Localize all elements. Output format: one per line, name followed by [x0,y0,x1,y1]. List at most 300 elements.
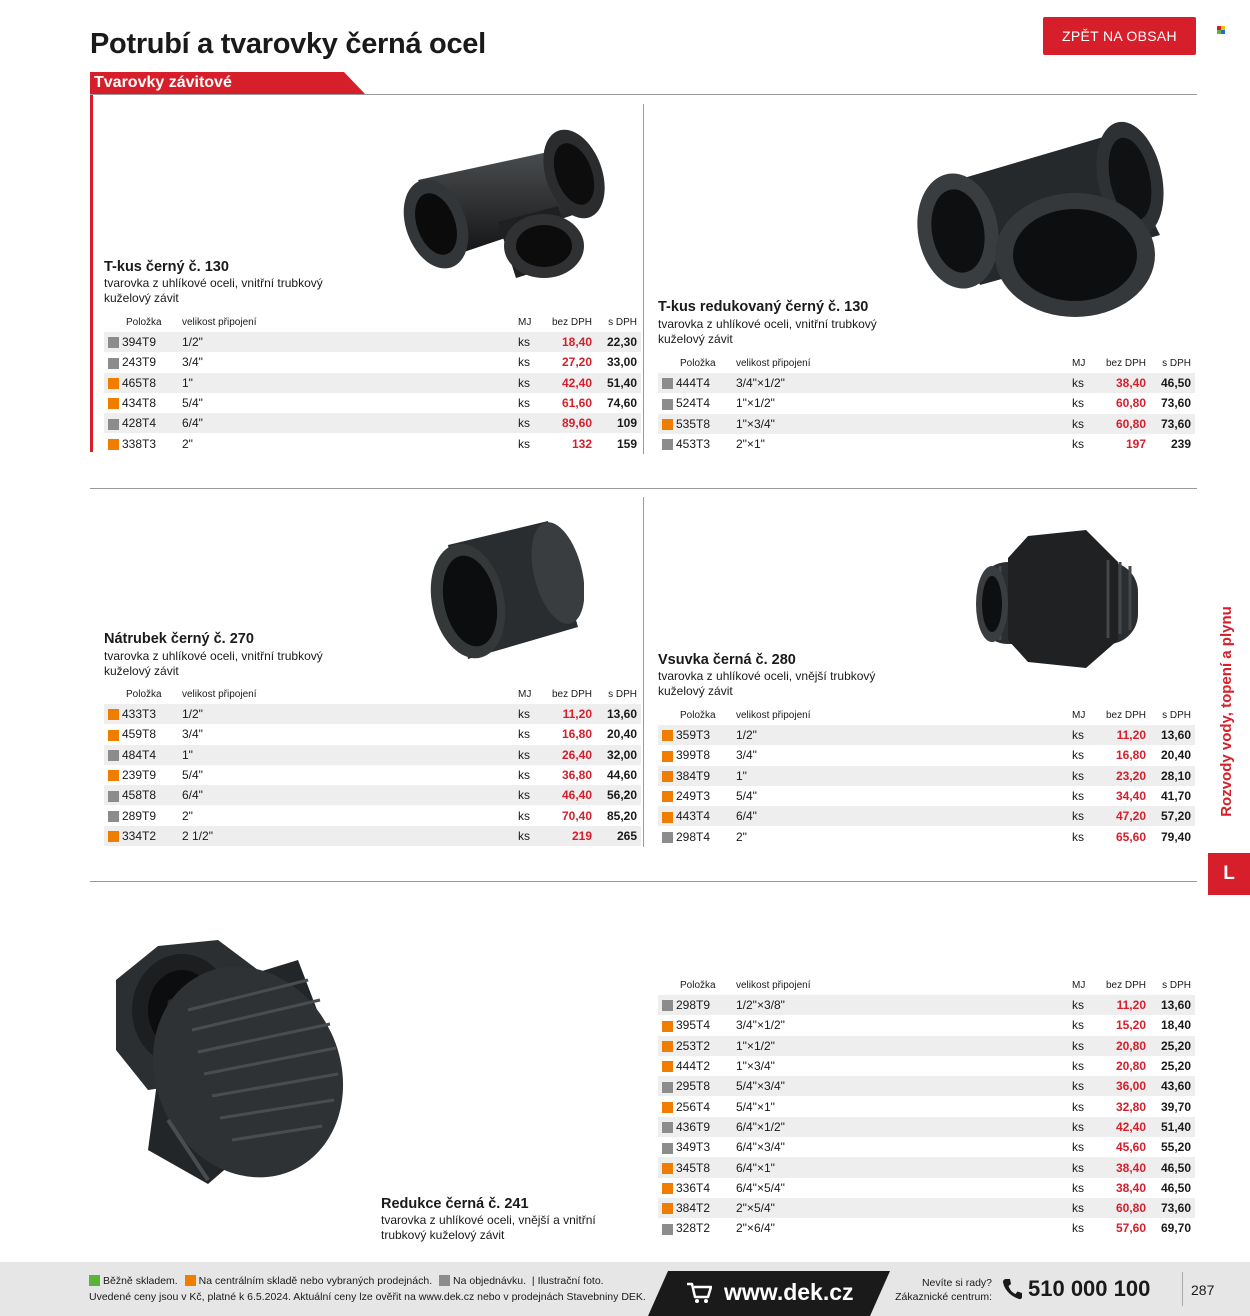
stock-status-icon [108,378,119,389]
price-gross: 20,40 [592,724,641,744]
col-mj-header: MJ [1072,705,1094,725]
price-net: 27,20 [540,352,592,372]
item-code: 239T9 [122,765,182,785]
connection-size: 6/4" [182,785,518,805]
item-code: 359T3 [676,725,736,745]
connection-size: 2" [182,805,518,825]
price-net: 60,80 [1094,1198,1146,1218]
unit: ks [1072,806,1094,826]
price-gross: 44,60 [592,765,641,785]
connection-size: 3/4" [736,745,1072,765]
price-gross: 13,60 [592,704,641,724]
price-net: 18,40 [540,332,592,352]
section-title: Tvarovky závitové [94,74,232,91]
stock-status-icon [108,439,119,450]
price-gross: 46,50 [1146,1178,1195,1198]
item-code: 334T2 [122,826,182,846]
price-gross: 33,00 [592,352,641,372]
item-code: 328T2 [676,1218,736,1238]
table-row [658,1117,1195,1137]
central-stock-icon [185,1275,196,1286]
connection-size: 1/2"×3/8" [736,995,1072,1015]
table-row [658,745,1195,765]
table-row [658,1198,1195,1218]
price-gross: 13,60 [1146,725,1195,745]
connection-size: 3/4" [182,352,518,372]
unit: ks [1072,725,1094,745]
nipple-image [968,522,1148,670]
col-price-net-header: bez DPH [540,684,592,704]
connection-size: 1"×1/2" [736,393,1072,413]
table-row [658,1178,1195,1198]
coupling-image [428,515,584,665]
connection-size: 1/2" [736,725,1072,745]
price-net: 38,40 [1094,1178,1146,1198]
price-gross: 69,70 [1146,1218,1195,1238]
col-price-net-header: bez DPH [1094,705,1146,725]
price-gross: 41,70 [1146,786,1195,806]
price-net: 11,20 [1094,995,1146,1015]
product-description: tvarovka z uhlíkové oceli, vnitřní trubkový kuželový závit [104,649,323,678]
item-code: 249T3 [676,786,736,806]
unit: ks [1072,745,1094,765]
price-net: 11,20 [1094,725,1146,745]
item-code: 349T3 [676,1137,736,1157]
unit: ks [518,352,540,372]
price-gross: 239 [1146,434,1195,454]
divider [90,881,1197,882]
advice-line: Nevíte si rady? [921,1277,992,1289]
col-item-header: Položka [676,975,736,995]
price-gross: 28,10 [1146,766,1195,786]
price-net: 65,60 [1094,826,1146,846]
legend-on-order: Na objednávku. [453,1275,526,1287]
unit: ks [1072,995,1094,1015]
stock-status-icon [662,1041,673,1052]
col-mj-header: MJ [518,312,540,332]
price-net: 34,40 [1094,786,1146,806]
table-row [104,373,641,393]
unit: ks [518,413,540,433]
connection-size: 1"×3/4" [736,1056,1072,1076]
col-price-gross-header: s DPH [592,312,641,332]
connection-size: 2"×5/4" [736,1198,1072,1218]
price-gross: 43,60 [1146,1076,1195,1096]
price-gross: 32,00 [592,745,641,765]
item-code: 384T2 [676,1198,736,1218]
table-row [104,352,641,372]
price-gross: 46,50 [1146,373,1195,393]
stock-status-icon [662,812,673,823]
back-to-contents-button[interactable]: ZPĚT NA OBSAH [1043,17,1196,55]
connection-size: 3/4"×1/2" [736,373,1072,393]
stock-status-icon [662,1021,673,1032]
item-code: 434T8 [122,393,182,413]
col-price-net-header: bez DPH [540,312,592,332]
stock-status-icon [108,770,119,781]
chapter-letter-tab[interactable]: L [1208,853,1250,895]
connection-size: 2" [736,826,1072,846]
item-code: 253T2 [676,1036,736,1056]
table-row [104,413,641,433]
product-description: tvarovka z uhlíkové oceli, vnitřní trubkový kuželový závit [104,276,323,305]
col-size-header: velikost připojení [182,684,518,704]
unit: ks [1072,786,1094,806]
page-number: 287 [1191,1282,1215,1298]
stock-status-icon [662,1163,673,1174]
col-size-header: velikost připojení [736,705,1072,725]
price-net: 132 [540,433,592,453]
item-code: 338T3 [122,433,182,453]
price-net: 26,40 [540,745,592,765]
stock-status-icon [108,811,119,822]
connection-size: 5/4"×3/4" [736,1076,1072,1096]
price-net: 60,80 [1094,414,1146,434]
table-header-row [658,705,1195,725]
connection-size: 1"×3/4" [736,414,1072,434]
stock-status-icon [108,791,119,802]
unit: ks [518,805,540,825]
stock-status-icon [662,399,673,410]
unit: ks [1072,1178,1094,1198]
price-net: 36,00 [1094,1076,1146,1096]
price-net: 61,60 [540,393,592,413]
unit: ks [518,393,540,413]
stock-status-icon [662,1102,673,1113]
table-row [104,785,641,805]
price-gross: 265 [592,826,641,846]
price-net: 36,80 [540,765,592,785]
connection-size: 1"×1/2" [736,1036,1072,1056]
unit: ks [518,745,540,765]
item-code: 458T8 [122,785,182,805]
table-row [658,1056,1195,1076]
connection-size: 1/2" [182,704,518,724]
product-name: T-kus černý č. 130 [104,259,229,275]
table-row [658,1137,1195,1157]
unit: ks [518,332,540,352]
connection-size: 1/2" [182,332,518,352]
connection-size: 6/4"×3/4" [736,1137,1072,1157]
item-code: 444T2 [676,1056,736,1076]
advice-line: Zákaznické centrum: [895,1291,992,1303]
price-net: 89,60 [540,413,592,433]
stock-status-icon [662,1203,673,1214]
connection-size: 1" [736,766,1072,786]
price-gross: 25,20 [1146,1036,1195,1056]
price-net: 219 [540,826,592,846]
item-code: 443T4 [676,806,736,826]
stock-status-icon [108,831,119,842]
product-description: tvarovka z uhlíkové oceli, vnější a vnitřní trubkový kuželový závit [381,1213,596,1242]
price-gross: 73,60 [1146,414,1195,434]
stock-status-icon [662,1143,673,1154]
reducing-tee-image [910,115,1195,325]
table-header-row [658,975,1195,995]
table-header-row [658,353,1195,373]
stock-status-icon [662,730,673,741]
unit: ks [1072,1157,1094,1177]
price-table [658,975,1195,1239]
item-code: 298T4 [676,826,736,846]
unit: ks [1072,434,1094,454]
table-header-row [104,684,641,704]
stock-status-icon [108,709,119,720]
product-description: tvarovka z uhlíkové oceli, vnitřní trubkový kuželový závit [658,317,877,346]
unit: ks [518,765,540,785]
price-notice: Uvedené ceny jsou v Kč, platné k 6.5.2024. Aktuální ceny lze ověřit na www.dek.cz nebo v prodejnách Stavebniny DEK. [89,1291,646,1303]
price-net: 16,80 [1094,745,1146,765]
price-gross: 109 [592,413,641,433]
connection-size: 6/4" [736,806,1072,826]
unit: ks [518,724,540,744]
table-row [104,745,641,765]
col-price-gross-header: s DPH [592,684,641,704]
table-row [658,1036,1195,1056]
price-gross: 46,50 [1146,1157,1195,1177]
col-item-header: Položka [676,353,736,373]
price-net: 38,40 [1094,1157,1146,1177]
price-gross: 73,60 [1146,393,1195,413]
table-row [104,724,641,744]
unit: ks [1072,1036,1094,1056]
phone-number-text: 510 000 100 [1028,1276,1151,1301]
item-code: 256T4 [676,1096,736,1116]
unit: ks [1072,826,1094,846]
item-code: 243T9 [122,352,182,372]
in-stock-icon [89,1275,100,1286]
stock-status-icon [108,750,119,761]
table-row [658,826,1195,846]
price-gross: 56,20 [592,785,641,805]
item-code: 399T8 [676,745,736,765]
col-size-header: velikost připojení [736,975,1072,995]
table-row [658,1076,1195,1096]
stock-status-icon [662,1082,673,1093]
col-item-header: Položka [122,312,182,332]
unit: ks [1072,1015,1094,1035]
unit: ks [518,704,540,724]
col-item-header: Položka [122,684,182,704]
stock-status-icon [108,419,119,430]
unit: ks [1072,414,1094,434]
item-code: 535T8 [676,414,736,434]
price-gross: 18,40 [1146,1015,1195,1035]
unit: ks [518,826,540,846]
price-net: 70,40 [540,805,592,825]
unit: ks [1072,766,1094,786]
col-mj-header: MJ [1072,353,1094,373]
price-net: 32,80 [1094,1096,1146,1116]
price-gross: 74,60 [592,393,641,413]
price-gross: 22,30 [592,332,641,352]
col-price-net-header: bez DPH [1094,353,1146,373]
legend-central-stock: Na centrálním skladě nebo vybraných prodejnách. [198,1275,433,1287]
divider [90,488,1197,489]
stock-status-icon [108,398,119,409]
price-net: 47,20 [1094,806,1146,826]
divider [1182,1272,1183,1306]
table-row [658,1157,1195,1177]
website-link[interactable]: www.dek.cz [724,1279,854,1305]
col-price-gross-header: s DPH [1146,353,1195,373]
connection-size: 5/4"×1" [736,1096,1072,1116]
item-code: 345T8 [676,1157,736,1177]
customer-center-label [880,1276,992,1304]
table-row [658,1096,1195,1116]
table-header-row [104,312,641,332]
product-name: Vsuvka černá č. 280 [658,652,796,668]
price-table [658,705,1195,847]
unit: ks [1072,1198,1094,1218]
connection-size: 5/4" [736,786,1072,806]
column-divider [643,104,644,454]
table-row [658,786,1195,806]
unit: ks [1072,1137,1094,1157]
table-row [658,373,1195,393]
brand-dots-icon [1217,26,1226,34]
table-row [104,332,641,352]
connection-size: 6/4"×1/2" [736,1117,1072,1137]
stock-status-icon [662,771,673,782]
stock-status-icon [662,1183,673,1194]
unit: ks [518,433,540,453]
col-price-net-header: bez DPH [1094,975,1146,995]
table-row [104,393,641,413]
price-gross: 39,70 [1146,1096,1195,1116]
connection-size: 2" [182,433,518,453]
table-row [658,995,1195,1015]
price-net: 42,40 [540,373,592,393]
connection-size: 1" [182,373,518,393]
price-net: 20,80 [1094,1056,1146,1076]
stock-status-icon [662,1224,673,1235]
connection-size: 6/4"×1" [736,1157,1072,1177]
table-row [658,1015,1195,1035]
item-code: 394T9 [122,332,182,352]
stock-status-icon [108,358,119,369]
table-row [104,805,641,825]
item-code: 289T9 [122,805,182,825]
legend-in-stock: Běžně skladem. [103,1275,178,1287]
price-gross: 85,20 [592,805,641,825]
item-code: 336T4 [676,1178,736,1198]
price-table [658,353,1195,454]
item-code: 295T8 [676,1076,736,1096]
product-name: Nátrubek černý č. 270 [104,631,254,647]
section-accent-bar [90,95,93,452]
reducer-bushing-image [108,940,348,1185]
price-gross: 13,60 [1146,995,1195,1015]
table-row [658,806,1195,826]
phone-number[interactable] [1002,1276,1150,1302]
item-code: 436T9 [676,1117,736,1137]
tee-fitting-image [398,122,608,290]
legend-separator: | [531,1275,535,1287]
connection-size: 3/4"×1/2" [736,1015,1072,1035]
price-net: 197 [1094,434,1146,454]
divider [90,94,1197,95]
col-mj-header: MJ [1072,975,1094,995]
unit: ks [518,785,540,805]
table-row [104,704,641,724]
price-net: 42,40 [1094,1117,1146,1137]
item-code: 465T8 [122,373,182,393]
price-gross: 51,40 [1146,1117,1195,1137]
category-side-label: Rozvody vody, topení a plynu [1217,605,1235,817]
product-name: T-kus redukovaný černý č. 130 [658,299,869,315]
price-gross: 20,40 [1146,745,1195,765]
col-price-gross-header: s DPH [1146,705,1195,725]
stock-status-icon [662,791,673,802]
connection-size: 2"×6/4" [736,1218,1072,1238]
price-gross: 159 [592,433,641,453]
product-name: Redukce černá č. 241 [381,1196,529,1212]
unit: ks [1072,1056,1094,1076]
item-code: 433T3 [122,704,182,724]
connection-size: 3/4" [182,724,518,744]
unit: ks [1072,1076,1094,1096]
connection-size: 2"×1" [736,434,1072,454]
connection-size: 2 1/2" [182,826,518,846]
col-item-header: Položka [676,705,736,725]
cart-icon [686,1282,712,1304]
price-gross: 73,60 [1146,1198,1195,1218]
page-title: Potrubí a tvarovky černá ocel [90,28,486,60]
col-size-header: velikost připojení [736,353,1072,373]
price-gross: 25,20 [1146,1056,1195,1076]
item-code: 384T9 [676,766,736,786]
table-row [658,393,1195,413]
stock-status-icon [662,1000,673,1011]
price-gross: 55,20 [1146,1137,1195,1157]
stock-status-icon [108,337,119,348]
table-row [658,725,1195,745]
price-net: 46,40 [540,785,592,805]
item-code: 444T4 [676,373,736,393]
price-table [104,684,641,846]
stock-status-icon [662,419,673,430]
col-mj-header: MJ [518,684,540,704]
price-net: 23,20 [1094,766,1146,786]
on-order-icon [439,1275,450,1286]
price-table [104,312,641,454]
item-code: 428T4 [122,413,182,433]
price-net: 57,60 [1094,1218,1146,1238]
price-net: 15,20 [1094,1015,1146,1035]
item-code: 453T3 [676,434,736,454]
stock-status-icon [108,730,119,741]
stock-status-icon [662,751,673,762]
connection-size: 1" [182,745,518,765]
item-code: 459T8 [122,724,182,744]
connection-size: 6/4"×5/4" [736,1178,1072,1198]
item-code: 298T9 [676,995,736,1015]
stock-status-icon [662,439,673,450]
price-gross: 51,40 [592,373,641,393]
col-price-gross-header: s DPH [1146,975,1195,995]
price-net: 60,80 [1094,393,1146,413]
unit: ks [1072,1096,1094,1116]
product-description: tvarovka z uhlíkové oceli, vnější trubkový kuželový závit [658,669,876,698]
phone-icon [1002,1278,1022,1300]
stock-status-icon [662,1061,673,1072]
price-net: 45,60 [1094,1137,1146,1157]
table-row [658,434,1195,454]
price-gross: 79,40 [1146,826,1195,846]
connection-size: 6/4" [182,413,518,433]
price-gross: 57,20 [1146,806,1195,826]
